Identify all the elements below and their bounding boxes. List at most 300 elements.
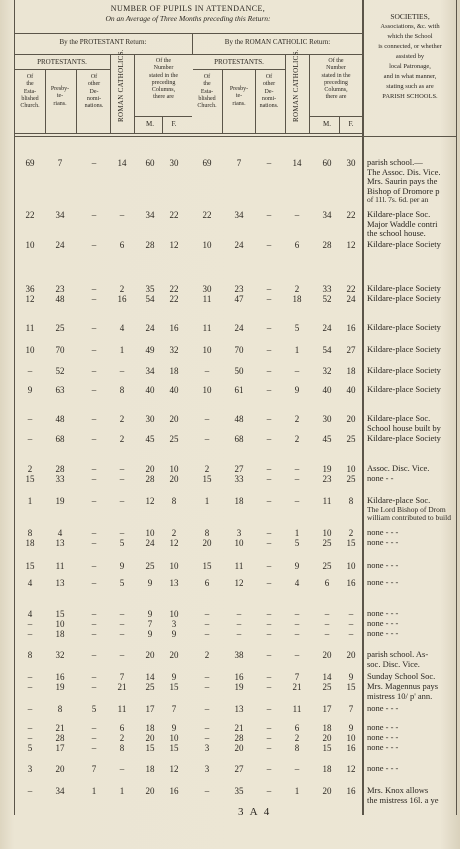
- catholic-return-cell: –: [324, 609, 330, 619]
- catholic-return-cell: –: [266, 538, 272, 548]
- catholic-return-cell: –: [236, 609, 242, 619]
- society-note: none - - -: [367, 722, 399, 732]
- protestant-return-cell: –: [91, 240, 97, 250]
- society-note: Kildare-place Soc.: [367, 413, 431, 423]
- rule: [193, 69, 285, 70]
- society-subnote: The Lord Bishop of Drom: [367, 504, 446, 514]
- table-title: NUMBER OF PUPILS IN ATTENDANCE,: [110, 4, 266, 13]
- catholic-return-cell: 20: [234, 743, 244, 753]
- protestant-return-cell: 11: [55, 561, 65, 571]
- protestant-return-cell: –: [91, 366, 97, 376]
- protestant-return-cell: 5: [119, 578, 125, 588]
- catholic-return-cell: 27: [346, 345, 356, 355]
- heading-line: De-: [89, 88, 99, 95]
- catholic-return-cell: 18: [292, 294, 302, 304]
- catholic-return-cell: 27: [234, 464, 244, 474]
- rule: [14, 33, 362, 34]
- catholic-return-cell: 8: [348, 496, 354, 506]
- catholic-return-cell: 11: [202, 323, 212, 333]
- society-note: School house built by: [367, 422, 441, 433]
- catholic-return-cell: –: [266, 764, 272, 774]
- catholic-return-cell: –: [204, 682, 210, 692]
- protestant-return-cell: 28: [55, 733, 65, 743]
- protestant-return-cell: 9: [171, 672, 177, 682]
- column-heading-presbyterians: [223, 86, 255, 108]
- protestant-return-cell: 21: [55, 723, 65, 733]
- society-note: soc. Disc. Vice.: [367, 658, 420, 669]
- protestant-return-cell: 7: [171, 704, 177, 714]
- society-note: none - - -: [367, 763, 399, 773]
- protestant-return-cell: 7: [147, 619, 153, 629]
- catholic-return-cell: 15: [322, 743, 332, 753]
- protestant-return-cell: 48: [55, 294, 65, 304]
- catholic-return-cell: 28: [234, 733, 244, 743]
- protestant-return-cell: 7: [91, 764, 97, 774]
- protestant-return-cell: 1: [91, 786, 97, 796]
- protestant-return-cell: 20: [145, 786, 155, 796]
- catholic-return-cell: 61: [234, 385, 244, 395]
- protestant-return-cell: 3: [27, 764, 33, 774]
- protestant-return-cell: 24: [145, 323, 155, 333]
- catholic-return-cell: –: [204, 629, 210, 639]
- heading-line: Presby-: [50, 86, 70, 92]
- rule: [14, 133, 362, 134]
- protestant-return-cell: 32: [55, 650, 65, 660]
- protestant-return-cell: –: [91, 434, 97, 444]
- protestant-return-cell: –: [91, 158, 97, 168]
- catholic-return-cell: 21: [234, 723, 244, 733]
- catholic-return-cell: –: [204, 786, 210, 796]
- protestant-return-cell: –: [91, 672, 97, 682]
- society-subnote: william contributed to build: [367, 512, 451, 522]
- protestant-return-cell: –: [91, 723, 97, 733]
- protestant-return-cell: 28: [55, 464, 65, 474]
- protestant-return-cell: 33: [55, 474, 65, 484]
- protestant-return-cell: –: [27, 414, 33, 424]
- protestant-return-cell: 40: [169, 385, 179, 395]
- society-note: none - -: [367, 473, 394, 483]
- catholic-return-cell: –: [204, 609, 210, 619]
- protestant-return-cell: –: [119, 650, 125, 660]
- protestant-return-cell: 8: [57, 704, 63, 714]
- catholic-return-cell: 21: [292, 682, 302, 692]
- protestant-return-cell: 24: [55, 240, 65, 250]
- catholic-return-cell: 18: [234, 496, 244, 506]
- catholic-return-cell: 5: [294, 323, 300, 333]
- heading-line: te-: [56, 93, 64, 100]
- catholic-return-cell: –: [266, 650, 272, 660]
- catholic-return-cell: –: [266, 434, 272, 444]
- protestant-return-cell: –: [27, 672, 33, 682]
- catholic-return-cell: –: [348, 629, 354, 639]
- catholic-return-cell: –: [204, 704, 210, 714]
- protestant-return-cell: –: [91, 733, 97, 743]
- protestant-return-cell: –: [91, 284, 97, 294]
- protestant-return-cell: 2: [171, 528, 177, 538]
- rule: [339, 116, 340, 133]
- catholic-return-cell: 2: [294, 733, 300, 743]
- catholic-return-cell: –: [324, 619, 330, 629]
- protestant-return-cell: 22: [169, 284, 179, 294]
- heading-line: stated in the: [321, 72, 351, 79]
- protestant-return-cell: 2: [119, 284, 125, 294]
- catholic-return-cell: –: [266, 682, 272, 692]
- protestant-return-cell: 18: [25, 538, 35, 548]
- heading-line: other: [87, 81, 101, 88]
- society-note: Bishop of Dromore p: [367, 185, 440, 196]
- column-heading-f: F.: [171, 120, 177, 128]
- heading-line: the: [26, 81, 34, 88]
- catholic-return-cell: 11: [292, 704, 302, 714]
- protestant-return-cell: 14: [117, 158, 127, 168]
- rule: [76, 69, 77, 133]
- column-heading-established: [14, 74, 46, 110]
- protestant-return-cell: –: [91, 464, 97, 474]
- protestant-return-cell: 25: [169, 434, 179, 444]
- catholic-return-cell: –: [294, 650, 300, 660]
- catholic-return-cell: 1: [294, 345, 300, 355]
- protestant-return-cell: –: [91, 743, 97, 753]
- catholic-return-cell: –: [324, 629, 330, 639]
- catholic-return-cell: 19: [322, 464, 332, 474]
- catholic-return-cell: –: [294, 210, 300, 220]
- protestant-return-cell: 68: [55, 434, 65, 444]
- societies-line: SOCIETIES,: [390, 12, 430, 21]
- protestant-return-cell: –: [91, 210, 97, 220]
- catholic-return-cell: 11: [202, 294, 212, 304]
- protestant-return-cell: 6: [119, 723, 125, 733]
- protestant-return-cell: 12: [169, 240, 179, 250]
- catholic-return-cell: 16: [346, 786, 356, 796]
- catholic-return-cell: –: [266, 528, 272, 538]
- protestant-return-cell: 11: [25, 323, 35, 333]
- heading-line: Number: [153, 65, 174, 72]
- heading-line: nations.: [84, 103, 104, 110]
- protestant-return-cell: –: [119, 474, 125, 484]
- society-note: none - - -: [367, 560, 399, 570]
- protestant-return-cell: 20: [145, 733, 155, 743]
- heading-line: Columns,: [151, 87, 176, 94]
- societies-line: which the School: [387, 33, 433, 40]
- catholic-return-cell: 33: [322, 284, 332, 294]
- rule: [134, 116, 192, 117]
- society-note: The Assoc. Dis. Vice.: [367, 166, 441, 177]
- catholic-return-cell: 3: [204, 764, 210, 774]
- protestant-return-cell: 21: [117, 682, 127, 692]
- catholic-return-cell: –: [266, 629, 272, 639]
- catholic-return-cell: –: [266, 294, 272, 304]
- protestant-return-cell: –: [119, 210, 125, 220]
- column-heading-number-stated: [310, 58, 362, 102]
- heading-line: nations.: [259, 103, 279, 110]
- table-subtitle: On an Average of Three Months preceding this Return:: [105, 14, 271, 23]
- protestant-return-cell: 63: [55, 385, 65, 395]
- protestant-return-cell: 19: [55, 682, 65, 692]
- catholic-return-cell: 47: [234, 294, 244, 304]
- catholic-return-cell: 30: [322, 414, 332, 424]
- catholic-return-cell: 13: [234, 704, 244, 714]
- heading-line: Presby-: [229, 86, 249, 92]
- catholic-return-cell: 12: [234, 578, 244, 588]
- heading-line: nomi-: [86, 95, 102, 102]
- catholic-return-cell: 6: [204, 578, 210, 588]
- catholic-return-cell: 16: [346, 743, 356, 753]
- societies-line: stating such as are: [386, 83, 434, 90]
- catholic-return-cell: 14: [322, 672, 332, 682]
- catholic-return-cell: 15: [346, 682, 356, 692]
- protestant-return-cell: 15: [169, 682, 179, 692]
- protestant-return-cell: 32: [169, 345, 179, 355]
- rule: [14, 69, 110, 70]
- protestant-return-cell: 1: [27, 496, 33, 506]
- protestant-return-cell: 48: [55, 414, 65, 424]
- catholic-return-heading: By the ROMAN CATHOLIC Return:: [224, 38, 331, 46]
- protestant-return-cell: –: [27, 723, 33, 733]
- catholic-return-cell: 23: [234, 284, 244, 294]
- heading-line: Esta-: [23, 88, 37, 95]
- society-note: Mrs. Knox allows: [367, 785, 429, 795]
- society-note: Mrs. Magennus pays: [367, 681, 439, 691]
- catholic-return-cell: –: [204, 723, 210, 733]
- protestant-return-cell: 18: [145, 764, 155, 774]
- heading-line: De-: [264, 88, 274, 95]
- protestant-return-cell: –: [27, 682, 33, 692]
- protestant-return-cell: 5: [27, 743, 33, 753]
- protestant-return-cell: 20: [169, 414, 179, 424]
- protestant-return-cell: 10: [169, 561, 179, 571]
- catholic-return-cell: –: [294, 464, 300, 474]
- catholic-return-cell: –: [294, 609, 300, 619]
- heading-line: Of: [90, 74, 98, 80]
- rule: [309, 116, 362, 117]
- catholic-return-cell: 6: [324, 578, 330, 588]
- protestant-return-cell: 12: [25, 294, 35, 304]
- protestant-return-cell: –: [91, 538, 97, 548]
- protestant-return-cell: 22: [169, 210, 179, 220]
- protestant-return-cell: 9: [119, 561, 125, 571]
- catholic-return-cell: 8: [294, 743, 300, 753]
- catholic-return-cell: 6: [294, 723, 300, 733]
- protestant-return-cell: 5: [91, 704, 97, 714]
- protestant-return-cell: –: [27, 629, 33, 639]
- heading-line: nomi-: [261, 95, 277, 102]
- catholic-return-cell: 20: [322, 733, 332, 743]
- protestant-return-cell: –: [91, 682, 97, 692]
- catholic-return-cell: 7: [236, 158, 242, 168]
- catholic-return-cell: 3: [236, 528, 242, 538]
- heading-line: there are: [325, 94, 347, 101]
- heading-line: Of: [26, 74, 34, 80]
- catholic-return-cell: 22: [202, 210, 212, 220]
- catholic-return-cell: 17: [322, 704, 332, 714]
- catholic-return-cell: –: [266, 323, 272, 333]
- protestant-return-cell: –: [91, 528, 97, 538]
- catholic-return-cell: 52: [322, 294, 332, 304]
- protestant-return-cell: 69: [25, 158, 35, 168]
- societies-line: and in what manner,: [383, 73, 437, 80]
- protestant-return-cell: 45: [145, 434, 155, 444]
- heading-line: blished: [198, 95, 216, 102]
- catholic-return-cell: 9: [348, 672, 354, 682]
- protestant-return-cell: 20: [55, 764, 65, 774]
- column-heading-m: M.: [323, 120, 331, 128]
- protestant-return-cell: 15: [25, 561, 35, 571]
- catholic-return-cell: 38: [234, 650, 244, 660]
- catholic-return-cell: 18: [322, 723, 332, 733]
- catholic-return-cell: 48: [234, 414, 244, 424]
- protestant-return-cell: 34: [55, 786, 65, 796]
- catholic-return-cell: –: [348, 609, 354, 619]
- protestant-return-cell: –: [91, 345, 97, 355]
- catholic-return-cell: 18: [346, 366, 356, 376]
- catholic-return-cell: –: [294, 764, 300, 774]
- society-note: the mistress 16l. a ye: [367, 794, 439, 805]
- societies-heading: [364, 12, 456, 102]
- catholic-return-cell: –: [266, 474, 272, 484]
- protestant-return-cell: 25: [145, 682, 155, 692]
- protestant-return-cell: 5: [119, 538, 125, 548]
- catholic-return-cell: –: [266, 284, 272, 294]
- protestant-return-cell: 12: [145, 496, 155, 506]
- catholic-return-cell: 6: [294, 240, 300, 250]
- protestant-return-cell: –: [91, 609, 97, 619]
- protestant-return-cell: 12: [169, 764, 179, 774]
- society-note: Major Waddle contri: [367, 218, 438, 229]
- catholic-return-cell: 24: [322, 323, 332, 333]
- protestant-return-cell: 20: [145, 650, 155, 660]
- protestant-return-cell: 9: [147, 609, 153, 619]
- catholic-return-cell: 7: [348, 704, 354, 714]
- society-note: Kildare-place Soc.: [367, 495, 431, 505]
- rule: [362, 0, 364, 815]
- protestant-return-cell: 10: [169, 609, 179, 619]
- protestant-return-cell: 4: [119, 323, 125, 333]
- catholic-return-cell: –: [266, 578, 272, 588]
- protestant-return-cell: 9: [147, 629, 153, 639]
- column-heading-roman-catholics: ROMAN CATHOLICS.: [117, 49, 125, 122]
- catholic-return-cell: 23: [322, 474, 332, 484]
- protestant-return-cell: 15: [55, 609, 65, 619]
- protestant-return-cell: 25: [55, 323, 65, 333]
- society-note: none - - -: [367, 628, 399, 638]
- catholic-return-cell: 15: [202, 474, 212, 484]
- protestant-return-cell: 2: [119, 414, 125, 424]
- catholic-return-cell: 7: [294, 672, 300, 682]
- protestant-return-cell: –: [119, 528, 125, 538]
- column-heading-presbyterians: [44, 86, 76, 108]
- catholic-return-cell: 32: [322, 366, 332, 376]
- catholic-return-cell: –: [204, 672, 210, 682]
- catholic-return-cell: 25: [346, 474, 356, 484]
- protestant-return-cell: –: [91, 294, 97, 304]
- society-note: none - - -: [367, 527, 399, 537]
- catholic-return-cell: 40: [322, 385, 332, 395]
- catholic-return-cell: 19: [234, 682, 244, 692]
- column-heading-established: [191, 74, 223, 110]
- catholic-return-cell: 18: [322, 764, 332, 774]
- protestant-return-cell: 14: [145, 672, 155, 682]
- societies-line: is connected, or whether: [378, 43, 442, 50]
- protestant-return-cell: 15: [145, 743, 155, 753]
- catholic-return-cell: –: [236, 619, 242, 629]
- protestant-return-cell: 16: [117, 294, 127, 304]
- protestant-return-cell: 25: [145, 561, 155, 571]
- protestant-return-cell: 54: [145, 294, 155, 304]
- protestant-return-cell: 19: [55, 496, 65, 506]
- catholic-return-cell: 2: [204, 650, 210, 660]
- protestant-return-cell: 35: [145, 284, 155, 294]
- heading-line: Esta-: [200, 88, 214, 95]
- society-subnote: of 11l. 7s. 6d. per an: [367, 195, 429, 204]
- society-note: Sunday School Soc.: [367, 671, 436, 681]
- protestant-return-cell: 52: [55, 366, 65, 376]
- protestant-return-cell: 16: [169, 786, 179, 796]
- catholic-return-cell: 12: [346, 240, 356, 250]
- protestant-return-cell: –: [91, 414, 97, 424]
- catholic-return-cell: –: [204, 733, 210, 743]
- societies-line: Associations, &c. with: [380, 23, 440, 30]
- catholic-return-cell: 9: [294, 561, 300, 571]
- protestants-heading: PROTESTANTS.: [214, 58, 264, 66]
- heading-line: blished: [21, 95, 39, 102]
- catholic-return-cell: –: [266, 414, 272, 424]
- heading-line: preceding: [151, 79, 176, 86]
- protestant-return-cell: 20: [169, 650, 179, 660]
- heading-line: stated in the: [149, 72, 178, 79]
- society-note: Assoc. Disc. Vice.: [367, 463, 430, 473]
- catholic-return-cell: 15: [346, 538, 356, 548]
- rule: [285, 54, 286, 133]
- protestant-return-cell: 34: [55, 210, 65, 220]
- society-note: none - - -: [367, 742, 399, 752]
- catholic-return-cell: 12: [346, 764, 356, 774]
- heading-line: Church.: [197, 103, 217, 110]
- catholic-return-cell: –: [266, 345, 272, 355]
- catholic-return-cell: 2: [294, 434, 300, 444]
- catholic-return-cell: –: [204, 414, 210, 424]
- catholic-return-cell: 2: [204, 464, 210, 474]
- catholic-return-cell: 10: [202, 385, 212, 395]
- society-note: Kildare-place Society: [367, 293, 441, 303]
- catholic-return-cell: 11: [322, 496, 332, 506]
- catholic-return-cell: 10: [346, 561, 356, 571]
- protestant-return-cell: 34: [145, 366, 155, 376]
- societies-line: assisted by: [395, 53, 425, 60]
- protestant-return-cell: 30: [145, 414, 155, 424]
- catholic-return-cell: –: [348, 619, 354, 629]
- protestant-return-cell: 36: [25, 284, 35, 294]
- protestant-return-cell: 10: [25, 345, 35, 355]
- protestant-return-cell: –: [119, 764, 125, 774]
- catholic-return-cell: 24: [234, 323, 244, 333]
- heading-line: Of the: [328, 58, 344, 64]
- society-note: Mrs. Saurin pays the: [367, 176, 438, 186]
- protestant-return-cell: 10: [55, 619, 65, 629]
- catholic-return-cell: 4: [294, 578, 300, 588]
- catholic-return-cell: 10: [202, 240, 212, 250]
- catholic-return-cell: 16: [346, 578, 356, 588]
- rule: [14, 136, 456, 137]
- catholic-return-cell: 25: [322, 561, 332, 571]
- catholic-return-cell: 25: [322, 682, 332, 692]
- protestant-return-cell: 9: [147, 578, 153, 588]
- page-signature: 3 A 4: [238, 806, 272, 818]
- catholic-return-cell: 11: [234, 561, 244, 571]
- protestant-return-cell: 15: [169, 743, 179, 753]
- society-note: none - - -: [367, 618, 399, 628]
- heading-line: Columns,: [324, 87, 348, 94]
- catholic-return-cell: –: [294, 619, 300, 629]
